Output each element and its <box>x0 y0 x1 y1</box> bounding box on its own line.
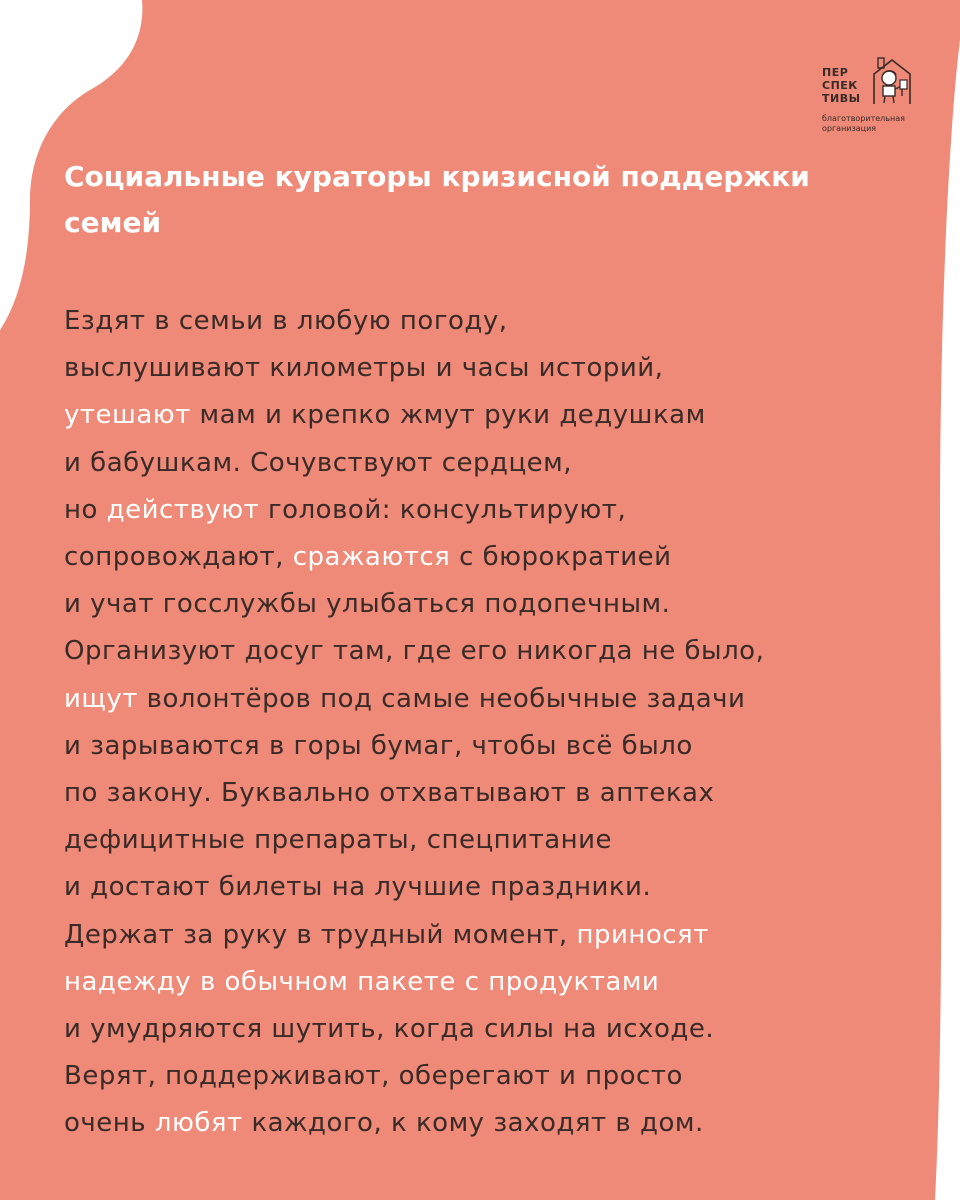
body-line <box>64 912 944 959</box>
house-child-icon <box>870 56 914 106</box>
body-line <box>64 1006 944 1053</box>
body-line <box>64 392 944 439</box>
body-text-segment: выслушивают километры и часы историй, <box>64 353 664 384</box>
body-line <box>64 676 944 723</box>
body-text-segment: головой: консультируют, <box>259 494 627 525</box>
body-line <box>64 864 944 911</box>
body-line <box>64 628 944 675</box>
logo-line: ТИВЫ <box>822 92 861 105</box>
body-text-segment: волонтёров под самые необычные задачи <box>137 683 746 714</box>
body-text-segment: по закону. Буквально отхватывают в аптеках <box>64 778 715 809</box>
body-line <box>64 1053 944 1100</box>
perspektivy-logo <box>822 52 942 144</box>
body-line <box>64 817 944 864</box>
body-text-segment: Организуют досуг там, где его никогда не было, <box>64 636 765 667</box>
body-paragraph <box>64 298 944 1148</box>
body-text-segment: Верят, поддерживают, оберегают и просто <box>64 1061 683 1092</box>
body-text-segment: Ездят в семьи в любую погоду, <box>64 306 508 336</box>
body-text-segment: и учат госслужбы улыбаться подопечным. <box>64 589 671 620</box>
body-line <box>64 440 944 487</box>
body-text-segment: с бюрократией <box>450 542 672 573</box>
body-line <box>64 298 944 345</box>
highlighted-word: утешают <box>64 400 191 431</box>
body-text-segment: очень <box>64 1108 155 1139</box>
body-text-segment: мам и крепко жмут руки дедушкам <box>190 400 706 431</box>
body-line <box>64 581 944 628</box>
body-line <box>64 959 944 1006</box>
highlighted-word: приносят <box>576 919 709 950</box>
body-text-segment: но <box>64 494 107 525</box>
logo-subtitle-line: благотворительная <box>822 114 905 123</box>
body-line <box>64 1100 944 1147</box>
highlighted-word: надежду в обычном пакете с продуктами <box>64 966 660 997</box>
body-line <box>64 534 944 581</box>
highlighted-word: любят <box>154 1108 243 1139</box>
highlighted-word: действуют <box>106 494 260 525</box>
body-text-segment: и умудряются шутить, когда силы на исходе. <box>64 1014 715 1045</box>
body-text-segment: и бабушкам. Сочувствуют сердцем, <box>64 447 573 478</box>
page-title: Социальные кураторы кризисной поддержки семей <box>64 160 810 239</box>
highlighted-word: ищут <box>64 683 138 714</box>
body-text-segment: дефицитные препараты, спецпитание <box>64 825 613 856</box>
body-line <box>64 345 944 392</box>
logo-line: ПЕР <box>822 66 849 79</box>
logo-subtitle <box>822 114 905 134</box>
body-line <box>64 770 944 817</box>
body-text-segment: каждого, к кому заходят в дом. <box>242 1108 704 1139</box>
logo-subtitle-line: организация <box>822 124 877 133</box>
body-text-segment: Держат за руку в трудный момент, <box>64 919 577 950</box>
body-line <box>64 487 944 534</box>
logo-line: СПЕК <box>822 79 858 92</box>
highlighted-word: сражаются <box>292 542 451 573</box>
body-text-segment: сопровождают, <box>64 542 293 573</box>
body-text-segment: и зарываются в горы бумаг, чтобы всё было <box>64 730 693 761</box>
body-text-segment: и достают билеты на лучшие праздники. <box>64 872 652 903</box>
logo-wordmark <box>822 66 861 105</box>
body-line <box>64 723 944 770</box>
